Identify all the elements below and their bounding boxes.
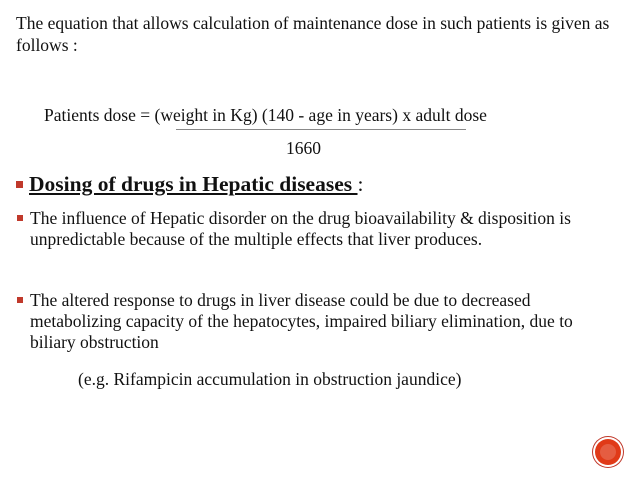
next-slide-button[interactable] <box>595 439 621 465</box>
fraction-line <box>176 129 466 130</box>
bullet-square-icon <box>17 297 23 303</box>
example-text: (e.g. Rifampicin accumulation in obstruction jaundice) <box>78 369 462 389</box>
bullet-square-icon <box>16 181 23 188</box>
heading-text: Dosing of drugs in Hepatic diseases <box>29 172 358 196</box>
bullet-square-icon <box>17 215 23 221</box>
formula-denominator: 1660 <box>286 138 321 158</box>
heading-colon: : <box>357 172 364 196</box>
bullet-item <box>16 208 616 250</box>
bullet-item <box>16 290 616 353</box>
bullet-text: The altered response to drugs in liver disease could be due to decreased metabolizing capacity of the hepatocytes, impaired biliary elimination, due to biliary obstruction <box>30 290 573 352</box>
formula-numerator: Patients dose = (weight in Kg) (140 - age in years) x adult dose <box>44 105 487 125</box>
bullet-text: The influence of Hepatic disorder on the drug bioavailability & disposition is unpredictable because of the multiple effects that liver produces. <box>30 208 571 249</box>
intro-paragraph: The equation that allows calculation of maintenance dose in such patients is given as follows : <box>16 13 610 55</box>
section-heading <box>16 170 364 198</box>
